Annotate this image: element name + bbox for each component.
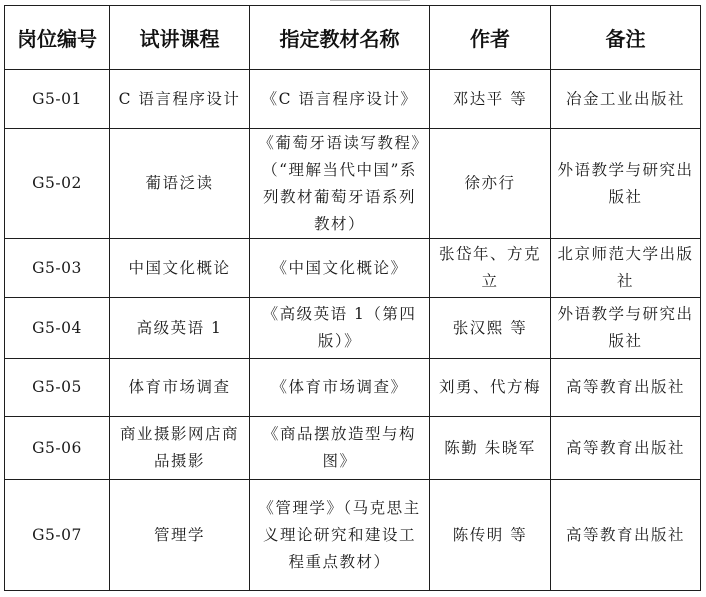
course-cell: 商业摄影网店商品摄影 [110,417,250,480]
textbook-cell: 《商品摆放造型与构图》 [250,417,430,480]
course-cell: 体育市场调查 [110,359,250,417]
header-row [5,6,701,70]
post-id-cell: G5-02 [5,129,110,239]
textbook-cell: 《高级英语 1（第四版）》 [250,298,430,359]
post-id-cell: G5-05 [5,359,110,417]
author-cell: 徐亦行 [430,129,551,239]
post-id-cell: G5-03 [5,239,110,298]
document-frame [4,0,700,594]
textbook-cell: 《C 语言程序设计》 [250,70,430,129]
textbook-cell: 《中国文化概论》 [250,239,430,298]
post-id-cell: G5-04 [5,298,110,359]
note-cell: 高等教育出版社 [551,359,701,417]
note-cell: 外语教学与研究出版社 [551,298,701,359]
course-cell: 管理学 [110,480,250,591]
table-row [5,239,701,298]
note-cell: 北京师范大学出版社 [551,239,701,298]
note-cell: 冶金工业出版社 [551,70,701,129]
course-cell: 葡语泛读 [110,129,250,239]
post-id-cell: G5-01 [5,70,110,129]
post-id-cell: G5-07 [5,480,110,591]
author-cell: 陈勤 朱晓军 [430,417,551,480]
table-row [5,298,701,359]
textbook-cell: 《葡萄牙语读写教程》（“理解当代中国”系列教材葡萄牙语系列教材） [250,129,430,239]
header-note: 备注 [551,6,701,70]
author-cell: 张岱年、方克立 [430,239,551,298]
author-cell: 张汉熙 等 [430,298,551,359]
header-course: 试讲课程 [110,6,250,70]
textbook-cell: 《管理学》（马克思主义理论研究和建设工程重点教材） [250,480,430,591]
textbook-cell: 《体育市场调查》 [250,359,430,417]
author-cell: 刘勇、代方梅 [430,359,551,417]
header-post-id: 岗位编号 [5,6,110,70]
top-edge-line [330,0,410,1]
table-row [5,129,701,239]
table-row [5,359,701,417]
note-cell: 高等教育出版社 [551,417,701,480]
header-textbook: 指定教材名称 [250,6,430,70]
author-cell: 邓达平 等 [430,70,551,129]
course-cell: 高级英语 1 [110,298,250,359]
note-cell: 高等教育出版社 [551,480,701,591]
textbook-table [4,5,701,591]
table-row [5,417,701,480]
author-cell: 陈传明 等 [430,480,551,591]
course-cell: 中国文化概论 [110,239,250,298]
table-row [5,480,701,591]
note-cell: 外语教学与研究出版社 [551,129,701,239]
course-cell: C 语言程序设计 [110,70,250,129]
post-id-cell: G5-06 [5,417,110,480]
header-author: 作者 [430,6,551,70]
table-row [5,70,701,129]
